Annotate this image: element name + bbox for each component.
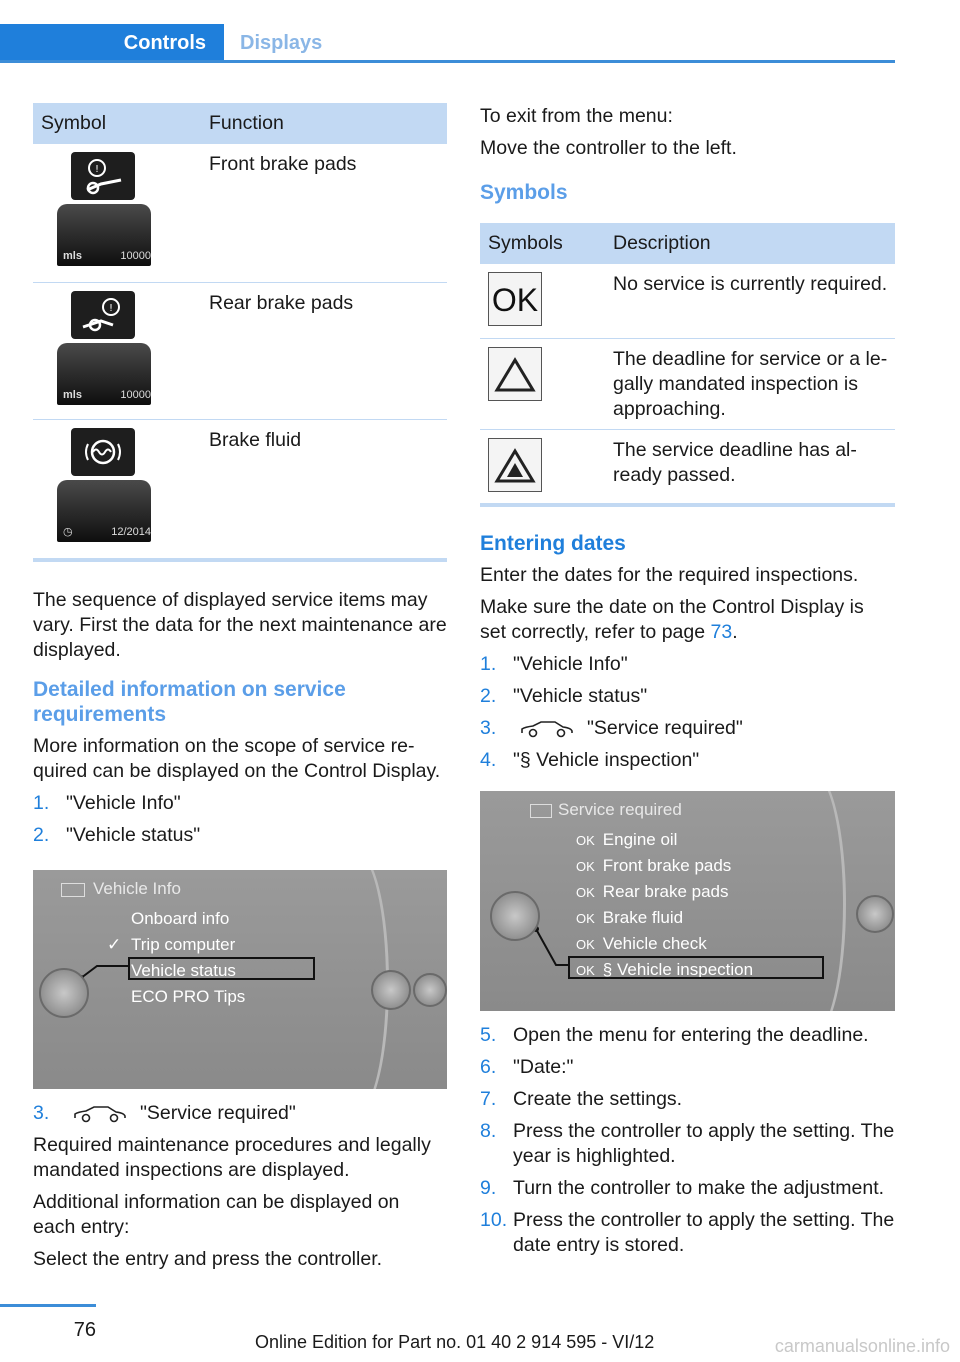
steps-list-a xyxy=(33,791,447,848)
table-row xyxy=(33,419,447,552)
svg-text:!: ! xyxy=(94,164,100,175)
menu-item-highlighted: Vehicle status xyxy=(131,961,236,980)
menu-item: ECO PRO Tips xyxy=(131,987,246,1006)
move-paragraph: Move the controller to the left. xyxy=(480,137,737,159)
exit-paragraph: To exit from the menu: xyxy=(480,105,673,127)
triangle-warning-icon xyxy=(488,438,542,492)
menu-item: OK Engine oil xyxy=(576,830,678,849)
table-end-rule xyxy=(480,503,895,507)
rear-brake-pads-warning-icon: ! mls 10000 xyxy=(41,291,137,407)
menu-item: ✓ Trip computer xyxy=(131,932,235,957)
menu-button-icon xyxy=(371,970,411,1010)
table-row xyxy=(33,144,447,282)
list-item: 1. "Vehicle Info" xyxy=(480,653,628,675)
list-item: 8. Press the controller to apply the setting. The year is highlighted. xyxy=(480,1120,895,1167)
col-header-description: Description xyxy=(605,223,895,264)
more-info-paragraph: More information on the scope of service re‐quired can be displayed on the Control Display. xyxy=(33,735,441,782)
ok-icon: OK xyxy=(488,272,542,326)
edition-text: Online Edition for Part no. 01 40 2 914 595 - VI/12 xyxy=(255,1332,655,1352)
right-column xyxy=(480,104,895,1258)
page-number: 76 xyxy=(73,1319,96,1341)
screen-header: Vehicle Info xyxy=(93,879,181,898)
list-item: 1. "Vehicle Info" xyxy=(33,792,181,814)
list-item: 10. Press the controller to apply the setting. The date entry is stored. xyxy=(480,1209,895,1256)
controller-knob-icon xyxy=(490,891,540,941)
list-item: 2. "Vehicle status" xyxy=(480,685,648,707)
menu-item: Onboard info xyxy=(131,909,230,928)
steps-list-c xyxy=(480,1023,895,1258)
dates-paragraph: Enter the dates for the required inspections. xyxy=(480,564,859,586)
controller-knob-icon xyxy=(39,968,89,1018)
tab-displays[interactable]: Displays xyxy=(240,32,323,54)
make-sure-paragraph: Make sure the date on the Control Display is set correctly, refer to page 73. xyxy=(480,596,864,643)
symbols-table xyxy=(480,223,895,496)
list-item: 2. "Vehicle status" xyxy=(33,824,201,846)
list-item: 7. Create the settings. xyxy=(480,1088,683,1110)
car-icon xyxy=(72,1105,128,1123)
table-row xyxy=(33,282,447,419)
svg-text:!: ! xyxy=(108,302,114,314)
brake-fluid-warning-icon: ◷ 12/2014 xyxy=(41,428,137,544)
menu-item: OK Rear brake pads xyxy=(576,882,729,901)
description-deadline-passed: The service deadline has al‐ready passed. xyxy=(613,438,857,486)
list-item: 9. Turn the controller to make the adjustment. xyxy=(480,1177,885,1199)
table-end-rule xyxy=(33,558,447,562)
vehicle-info-screenshot xyxy=(33,870,447,1089)
heading-symbols: Symbols xyxy=(480,181,568,204)
heading-detailed-information: Detailed information on service requirements xyxy=(33,678,346,726)
list-item: 3. "Service required" xyxy=(480,717,743,739)
step-3-service-required: 3. "Service required" xyxy=(33,1102,296,1124)
option-button-icon xyxy=(413,973,447,1007)
menu-item: OK Vehicle check xyxy=(576,934,707,953)
heading-entering-dates: Entering dates xyxy=(480,532,626,555)
col-header-function: Function xyxy=(201,103,447,144)
triangle-outline-icon xyxy=(488,347,542,401)
header-tab-bar xyxy=(0,24,895,63)
service-required-screenshot xyxy=(480,791,895,1011)
footer-rule xyxy=(0,1304,96,1307)
watermark: carmanualsonline.info xyxy=(774,1336,950,1356)
table-row xyxy=(480,429,895,496)
description-no-service: No service is currently required. xyxy=(605,264,895,338)
car-icon xyxy=(519,720,575,738)
front-brake-pads-warning-icon: ! mls 10000 xyxy=(41,152,137,268)
list-item: 5. Open the menu for entering the deadline. xyxy=(480,1024,869,1046)
select-paragraph: Select the entry and press the controller. xyxy=(33,1248,383,1270)
list-item: 4. "§ Vehicle inspection" xyxy=(480,749,700,771)
col-header-symbols: Symbols xyxy=(480,223,605,264)
brake-symbol-table xyxy=(33,103,447,552)
tab-controls[interactable]: Controls xyxy=(0,24,224,60)
option-button-icon xyxy=(856,895,894,933)
description-deadline-approaching: The deadline for service or a le‐gally mandated inspection is approaching. xyxy=(605,338,895,429)
required-paragraph: Required maintenance procedures and legally mandated inspections are displayed. xyxy=(33,1134,431,1181)
menu-item-highlighted: OK § Vehicle inspection xyxy=(576,960,754,979)
menu-item: OK Brake fluid xyxy=(576,908,684,927)
check-icon: ✓ xyxy=(107,935,122,954)
table-row xyxy=(480,264,895,338)
menu-item: OK Front brake pads xyxy=(576,856,732,875)
screen-header: Service required xyxy=(558,800,682,819)
page-link-73[interactable]: 73 xyxy=(710,621,733,643)
function-brake-fluid: Brake fluid xyxy=(209,428,302,451)
col-header-symbol: Symbol xyxy=(33,103,201,144)
list-item: 6. "Date:" xyxy=(480,1056,574,1078)
sequence-paragraph: The sequence of displayed service items may vary. First the data for the next maintenance are displayed. xyxy=(33,589,447,661)
additional-paragraph: Additional information can be displayed on each entry: xyxy=(33,1191,400,1238)
steps-list-b xyxy=(480,652,895,773)
function-front-brake-pads: Front brake pads xyxy=(201,144,447,282)
table-row xyxy=(480,338,895,429)
left-column xyxy=(33,103,447,1272)
function-rear-brake-pads: Rear brake pads xyxy=(201,282,447,419)
